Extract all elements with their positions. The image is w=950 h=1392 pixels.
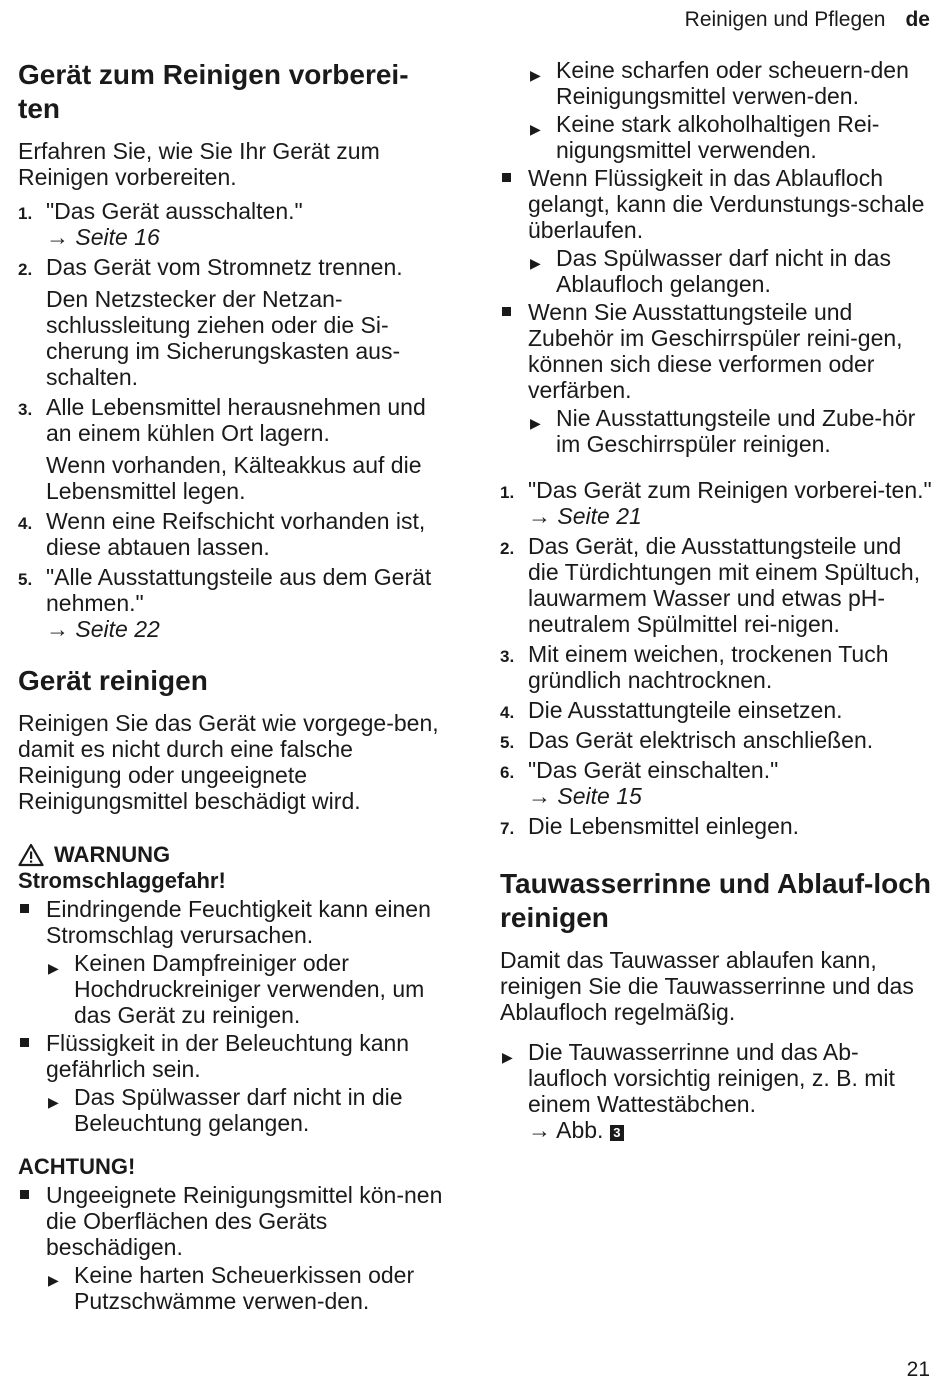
triangle-bullet-icon: ▶ [530, 121, 541, 137]
prepare-steps [18, 198, 450, 642]
figure-number-badge: 3 [610, 1125, 624, 1141]
right-column [500, 57, 932, 1145]
triangle-bullet-icon: ▶ [48, 1094, 59, 1110]
triangle-bullet-icon: ▶ [48, 1272, 59, 1288]
warning-heading [18, 842, 450, 868]
section-title: Reinigen und Pflegen [684, 8, 886, 31]
action-item: ▶ Nie Ausstattungsteile und Zube-hör im Geschirrspüler reinigen. [530, 405, 916, 457]
square-bullet-icon [20, 904, 29, 913]
list-item: 1. "Das Gerät ausschalten." → Seite 16 [18, 198, 450, 250]
square-bullet-icon [502, 307, 511, 316]
list-item: 4. Die Ausstattungteile einsetzen. [500, 697, 843, 723]
arrow-right-icon: → [46, 224, 69, 250]
arrow-right-icon: → [46, 616, 69, 642]
warning-item: Eindringende Feuchtigkeit kann einen Stromschlag verursachen. [18, 896, 450, 948]
triangle-bullet-icon: ▶ [530, 255, 541, 271]
heading-clean: Gerät reinigen [18, 665, 208, 696]
warning-label: WARNUNG [54, 842, 171, 867]
caution-item: Ungeeignete Reinigungsmittel kön-nen die Oberflächen des Geräts beschädigen. [18, 1182, 450, 1260]
arrow-right-icon: → [528, 1117, 551, 1143]
figure-reference[interactable]: → Abb. 3 [528, 1117, 932, 1143]
list-item: 3. Mit einem weichen, trockenen Tuch gründlich nachtrocknen. [500, 641, 889, 693]
list-item: 2. Das Gerät, die Ausstattungsteile und die Türdichtungen mit einem Spültuch, lauwarmem Wasser und etwas pH-neutralem Spülmittel rei-nigen. [500, 533, 921, 637]
list-item: 7. Die Lebensmittel einlegen. [500, 813, 800, 839]
caution-label: ACHTUNG! [18, 1154, 136, 1179]
action-item: ▶ Keine harten Scheuerkissen oder Putzschwämme verwen-den. [48, 1262, 415, 1314]
list-item: 5. Das Gerät elektrisch anschließen. [500, 727, 874, 753]
action-item: ▶ Keine scharfen oder scheuern-den Reinigungsmittel verwen-den. [530, 57, 909, 109]
warning-subtitle: Stromschlaggefahr! [18, 868, 226, 893]
page-reference[interactable]: → Seite 21 [528, 503, 642, 529]
square-bullet-icon [502, 173, 511, 182]
triangle-bullet-icon: ▶ [530, 415, 541, 431]
page-reference[interactable]: → Seite 16 [46, 224, 160, 250]
warning-item: Flüssigkeit in der Beleuchtung kann gefährlich sein. [18, 1030, 450, 1082]
arrow-right-icon: → [528, 503, 551, 529]
warning-triangle-icon [18, 843, 44, 867]
page-number: 21 [906, 1358, 930, 1381]
list-item: 1. "Das Gerät zum Reinigen vorberei-ten." → Seite 21 [500, 477, 932, 529]
caution-item: Wenn Flüssigkeit in das Ablaufloch gelangt, kann die Verdunstungs-schale überlaufen. [500, 165, 932, 243]
page-reference[interactable]: → Seite 15 [528, 783, 642, 809]
square-bullet-icon [20, 1190, 29, 1199]
page-reference[interactable]: → Seite 22 [46, 616, 160, 642]
left-column [18, 58, 450, 1316]
caution-item: Wenn Sie Ausstattungsteile und Zubehör im Geschirrspüler reini-gen, können sich diese verformen oder verfärben. [500, 299, 932, 403]
action-item: ▶ Keinen Dampfreiniger oder Hochdruckreiniger verwenden, um das Gerät zu reinigen. [48, 950, 425, 1028]
triangle-bullet-icon: ▶ [48, 960, 59, 976]
list-item: 3. Alle Lebensmittel herausnehmen und an einem kühlen Ort lagern. Wenn vorhanden, Kälteakkus auf die Lebensmittel legen. [18, 394, 426, 504]
list-item: 5. "Alle Ausstattungsteile aus dem Gerät nehmen." → Seite 22 [18, 564, 432, 642]
triangle-bullet-icon: ▶ [530, 67, 541, 83]
heading-prepare: Gerät zum Reinigen vorberei-ten [18, 59, 409, 124]
list-item: 2. Das Gerät vom Stromnetz trennen. Den Netzstecker der Netzan-schlussleitung ziehen oder die Si-cherung im Sicherungskasten aus-schalten. [18, 254, 403, 390]
clean-intro: Reinigen Sie das Gerät wie vorgege-ben, damit es nicht durch eine falsche Reinigung oder ungeeignete Reinigungsmittel beschädigt wird. [18, 710, 439, 814]
page-header [685, 8, 930, 32]
action-item: ▶ Die Tauwasserrinne und das Ab-laufloch vorsichtig reinigen, z. B. mit einem Wattestäbchen. → Abb. 3 [500, 1039, 932, 1143]
language-code: de [905, 8, 930, 31]
triangle-bullet-icon: ▶ [502, 1049, 513, 1065]
action-item: ▶ Das Spülwasser darf nicht in die Beleuchtung gelangen. [48, 1084, 403, 1136]
action-item: ▶ Das Spülwasser darf nicht in das Ablaufloch gelangen. [530, 245, 891, 297]
list-item: 6. "Das Gerät einschalten." → Seite 15 [500, 757, 932, 809]
clean-steps [500, 477, 932, 839]
prepare-intro: Erfahren Sie, wie Sie Ihr Gerät zum Reinigen vorbereiten. [18, 138, 380, 190]
heading-drain: Tauwasserrinne und Ablauf-loch reinigen [500, 868, 931, 933]
action-item: ▶ Keine stark alkoholhaltigen Rei-nigungsmittel verwenden. [530, 111, 880, 163]
drain-intro: Damit das Tauwasser ablaufen kann, reinigen Sie die Tauwasserrinne und das Ablaufloch regelmäßig. [500, 947, 914, 1025]
arrow-right-icon: → [528, 783, 551, 809]
square-bullet-icon [20, 1038, 29, 1047]
list-item: 4. Wenn eine Reifschicht vorhanden ist, diese abtauen lassen. [18, 508, 426, 560]
